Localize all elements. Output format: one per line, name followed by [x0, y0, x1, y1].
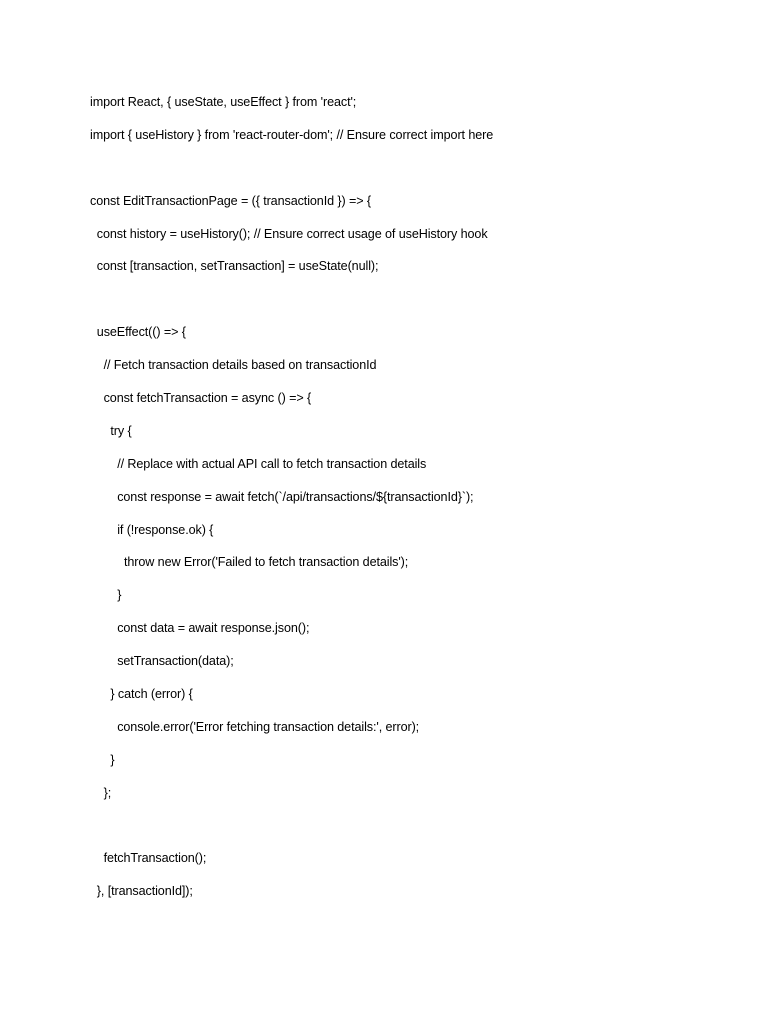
blank-line — [90, 289, 730, 322]
code-line: const EditTransactionPage = ({ transactionId }) => { — [90, 193, 372, 208]
code-line: const [transaction, setTransaction] = useState(null); — [90, 259, 379, 274]
code-line: }; — [90, 785, 112, 800]
code-line: useEffect(() => { — [90, 325, 186, 340]
code-line: } — [90, 752, 115, 767]
code-line: const fetchTransaction = async () => { — [90, 391, 312, 406]
blank-line — [90, 158, 730, 191]
code-line: import React, { useState, useEffect } from 'react'; — [90, 95, 357, 109]
code-line: const data = await response.json(); — [90, 621, 310, 636]
code-line: throw new Error('Failed to fetch transaction details'); — [90, 555, 409, 570]
code-line: // Replace with actual API call to fetch transaction details — [90, 456, 427, 471]
code-line: console.error('Error fetching transaction details:', error); — [90, 719, 420, 734]
code-line: const history = useHistory(); // Ensure correct usage of useHistory hook — [90, 226, 488, 241]
code-line: fetchTransaction(); — [90, 851, 207, 866]
blank-line — [90, 816, 730, 849]
code-line: try { — [90, 423, 132, 438]
code-line: import { useHistory } from 'react-router-dom'; // Ensure correct import here — [90, 127, 494, 142]
code-block — [90, 92, 730, 914]
code-line: setTransaction(data); — [90, 654, 234, 669]
code-line: } catch (error) { — [90, 687, 193, 702]
code-line: // Fetch transaction details based on transactionId — [90, 358, 377, 373]
code-line: const response = await fetch(`/api/transactions/${transactionId}`); — [90, 489, 474, 504]
code-line: }, [transactionId]); — [90, 884, 193, 899]
code-line: } — [90, 588, 122, 603]
code-line: if (!response.ok) { — [90, 522, 214, 537]
